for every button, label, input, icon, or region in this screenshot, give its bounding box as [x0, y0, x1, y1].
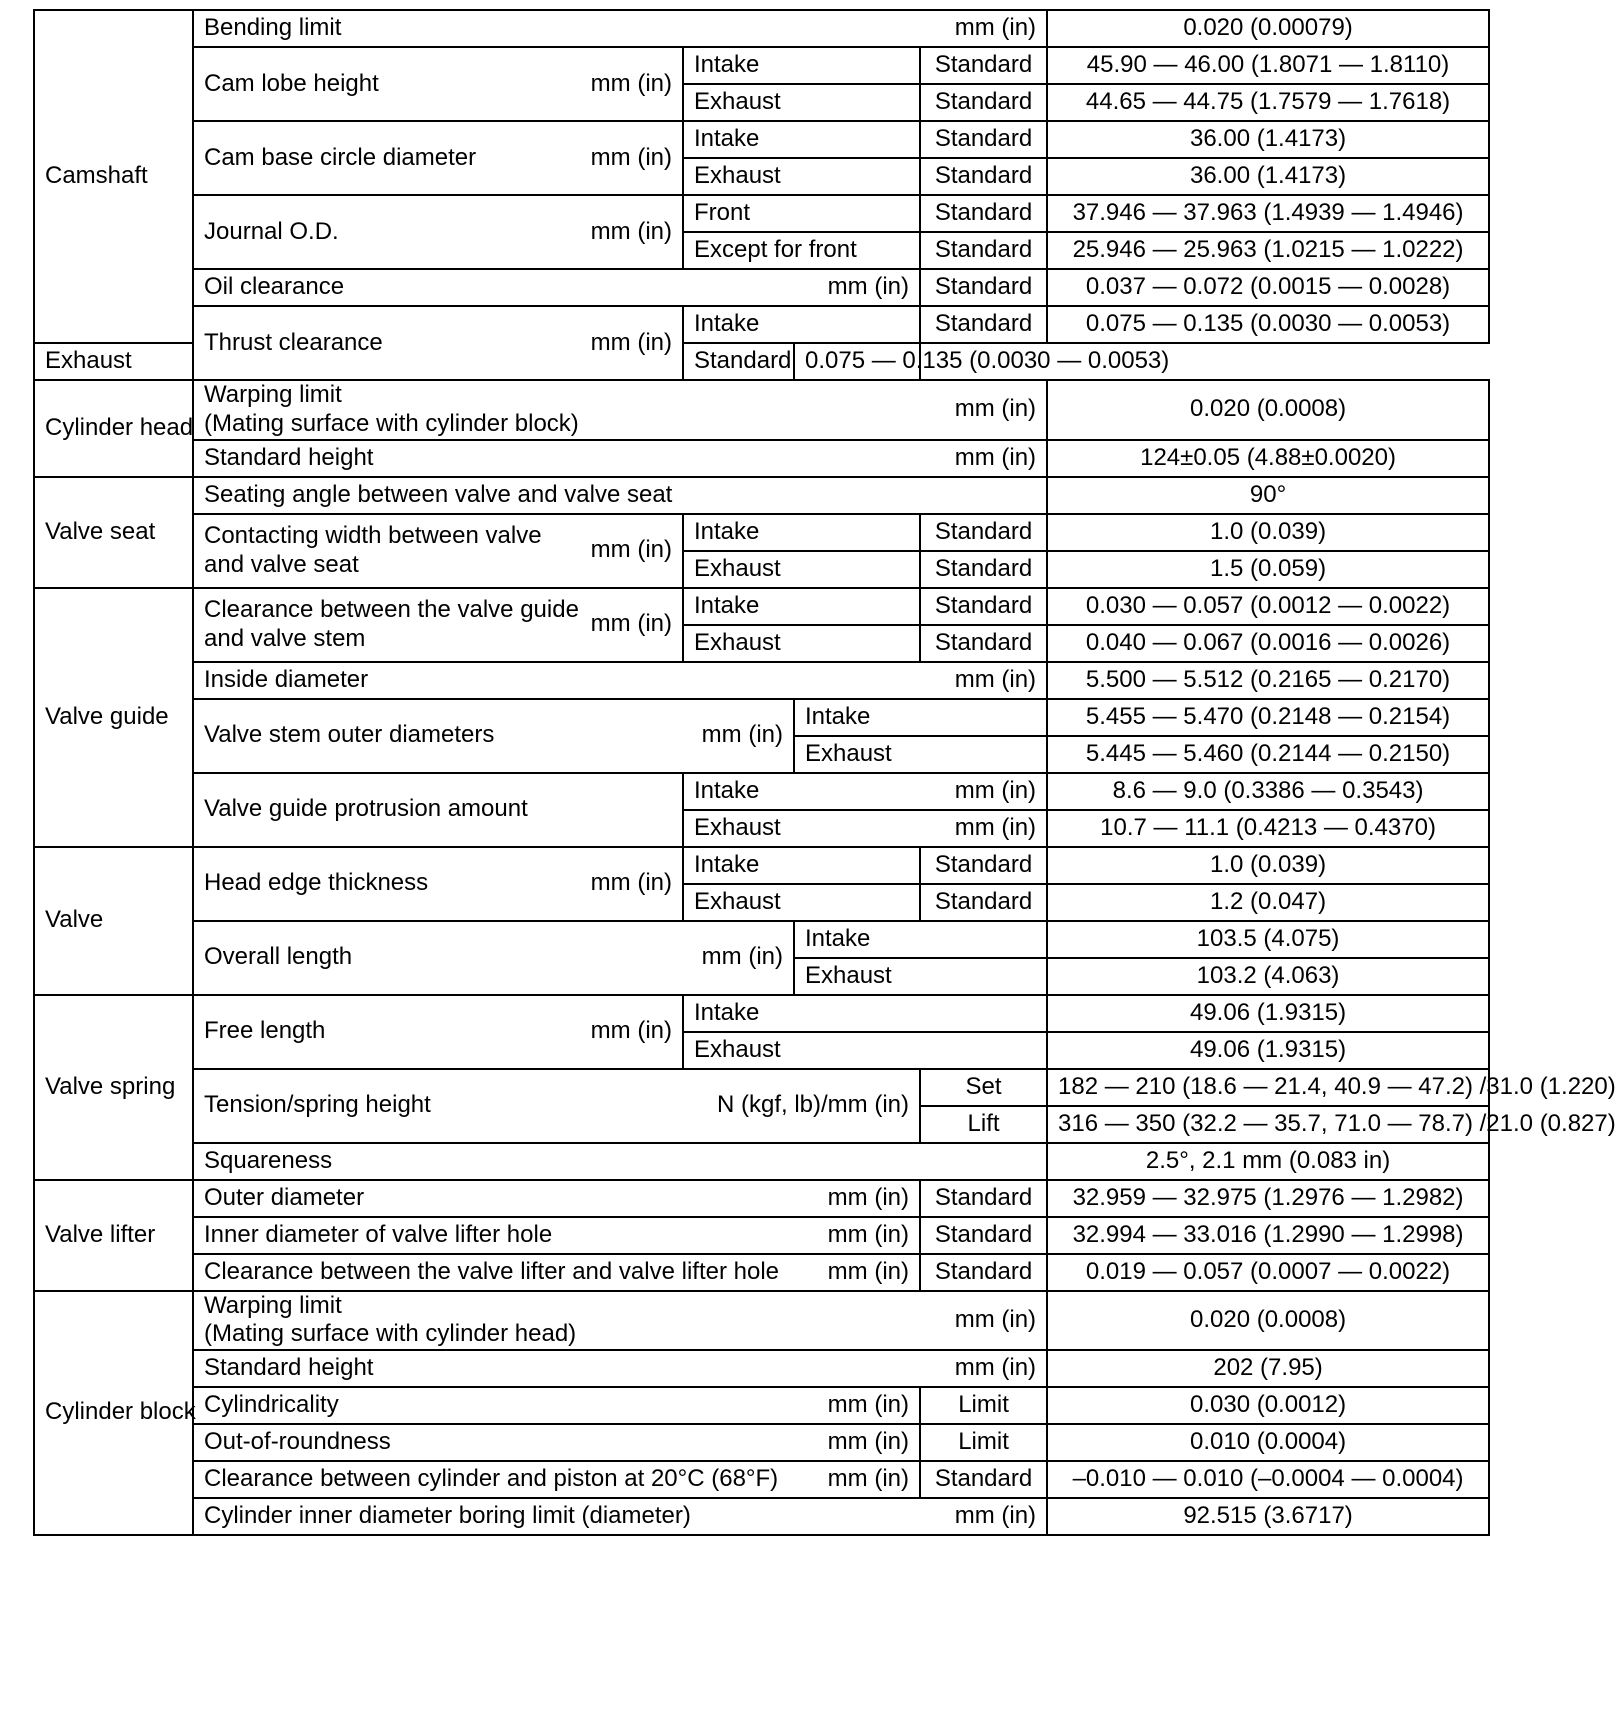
- cam-lobe-intake-value: 45.90 — 46.00 (1.8071 — 1.8110): [1047, 47, 1489, 84]
- standard-label: Standard: [920, 47, 1047, 84]
- limit-label: Limit: [920, 1424, 1047, 1461]
- cam-base-circle-label: Cam base circle diameter: [204, 143, 477, 171]
- unit-label: mm (in): [590, 610, 672, 638]
- squareness-value: 2.5°, 2.1 mm (0.083 in): [1047, 1143, 1489, 1180]
- category-valve-seat: Valve seat: [34, 477, 193, 588]
- guide-clearance-intake-value: 0.030 — 0.057 (0.0012 — 0.0022): [1047, 588, 1489, 625]
- exhaust-label: Exhaust: [683, 551, 920, 588]
- table-row: [34, 195, 1489, 232]
- cylindricality-value: 0.030 (0.0012): [1047, 1387, 1489, 1424]
- cam-base-intake-value: 36.00 (1.4173): [1047, 121, 1489, 158]
- spec-label-cell: [193, 1350, 1047, 1387]
- table-row: [34, 10, 1489, 47]
- table-row: [34, 588, 1489, 625]
- stem-od-label: Valve stem outer diameters: [204, 721, 495, 749]
- table-row: [34, 477, 1489, 514]
- oil-clearance-value: 0.037 — 0.072 (0.0015 — 0.0028): [1047, 269, 1489, 306]
- table-row: [34, 1387, 1489, 1424]
- spec-label-cell: [193, 588, 683, 662]
- table-row: [34, 1069, 1489, 1106]
- inside-diameter-value: 5.500 — 5.512 (0.2165 — 0.2170): [1047, 662, 1489, 699]
- unit-label: mm (in): [590, 143, 672, 171]
- head-edge-label: Head edge thickness: [204, 869, 429, 897]
- category-valve-spring: Valve spring: [34, 995, 193, 1180]
- spec-label-cell: [193, 1498, 1047, 1535]
- standard-label: Standard: [920, 269, 1047, 306]
- table-row: [34, 121, 1489, 158]
- block-standard-height-label: Standard height: [204, 1354, 374, 1382]
- seating-angle-value: 90°: [1047, 477, 1489, 514]
- unit-label: mm (in): [827, 273, 909, 301]
- except-front-label: Except for front: [683, 232, 920, 269]
- unit-label: mm (in): [590, 1017, 672, 1045]
- spec-label-cell: [193, 514, 683, 588]
- spec-label-cell: [193, 47, 683, 121]
- front-label: Front: [683, 195, 920, 232]
- guide-clearance-label: Clearance between the valve guide and valve stem: [204, 595, 579, 652]
- set-label: Set: [920, 1069, 1047, 1106]
- table-row: [34, 921, 1489, 958]
- stem-od-intake-value: 5.455 — 5.470 (0.2148 — 0.2154): [1047, 699, 1489, 736]
- unit-label: mm (in): [701, 721, 783, 749]
- exhaust-label: Exhaust: [683, 625, 920, 662]
- lifter-hole-label: Inner diameter of valve lifter hole: [204, 1220, 553, 1248]
- boring-limit-label: Cylinder inner diameter boring limit (diameter): [204, 1502, 691, 1530]
- tension-set-value: 182 — 210 (18.6 — 21.4, 40.9 — 47.2) /31.0 (1.220): [1047, 1069, 1489, 1106]
- head-edge-exhaust-value: 1.2 (0.047): [1047, 884, 1489, 921]
- unit-label: mm (in): [954, 776, 1037, 804]
- unit-label: mm (in): [827, 1257, 909, 1285]
- intake-label: Intake: [683, 588, 920, 625]
- contacting-width-label: Contacting width between valve and valve seat: [204, 521, 542, 578]
- spec-label-cell: [193, 269, 920, 306]
- unit-label: mm (in): [590, 869, 672, 897]
- tension-unit-label: N (kgf, lb)/mm (in): [717, 1091, 909, 1119]
- exhaust-label: Exhaust: [34, 343, 683, 380]
- bending-limit-label: Bending limit: [204, 14, 342, 42]
- category-camshaft: Camshaft: [34, 10, 193, 343]
- journal-except-value: 25.946 — 25.963 (1.0215 — 1.0222): [1047, 232, 1489, 269]
- standard-label: Standard: [920, 884, 1047, 921]
- table-row: [34, 380, 1489, 440]
- block-warping-label: Warping limit (Mating surface with cylinder head): [204, 1291, 577, 1348]
- unit-label: mm (in): [827, 1465, 909, 1493]
- unit-label: mm (in): [590, 536, 672, 564]
- spec-label-cell: [683, 810, 1047, 847]
- unit-label: mm (in): [954, 1305, 1037, 1333]
- unit-label: mm (in): [827, 1391, 909, 1419]
- table-row: [34, 699, 1489, 736]
- table-row: [34, 773, 1489, 810]
- contacting-exhaust-value: 1.5 (0.059): [1047, 551, 1489, 588]
- standard-label: Standard: [920, 514, 1047, 551]
- spec-label-cell: [193, 1180, 920, 1217]
- intake-label: Intake: [694, 776, 760, 804]
- category-valve-guide: Valve guide: [34, 588, 193, 847]
- block-standard-height-value: 202 (7.95): [1047, 1350, 1489, 1387]
- piston-clearance-value: –0.010 — 0.010 (–0.0004 — 0.0004): [1047, 1461, 1489, 1498]
- stem-od-exhaust-value: 5.445 — 5.460 (0.2144 — 0.2150): [1047, 736, 1489, 773]
- table-row: [34, 1291, 1489, 1351]
- spec-label-cell: [193, 10, 1047, 47]
- standard-label: Standard: [920, 847, 1047, 884]
- table-row: [34, 440, 1489, 477]
- lifter-clearance-value: 0.019 — 0.057 (0.0007 — 0.0022): [1047, 1254, 1489, 1291]
- spec-label-cell: [193, 1291, 1047, 1351]
- limit-label: Limit: [920, 1387, 1047, 1424]
- spec-label-cell: [193, 195, 683, 269]
- specification-table: [33, 9, 1616, 1536]
- spec-label-cell: [193, 921, 794, 995]
- intake-label: Intake: [683, 514, 920, 551]
- exhaust-label: Exhaust: [683, 1032, 1047, 1069]
- intake-label: Intake: [683, 306, 920, 343]
- intake-label: Intake: [794, 699, 1047, 736]
- spec-label-cell: [193, 699, 794, 773]
- spec-label-cell: [193, 1461, 920, 1498]
- overall-length-label: Overall length: [204, 943, 353, 971]
- table-row: [34, 1461, 1489, 1498]
- lifter-outer-label: Outer diameter: [204, 1183, 365, 1211]
- overall-length-exhaust-value: 103.2 (4.063): [1047, 958, 1489, 995]
- unit-label: mm (in): [701, 943, 783, 971]
- thrust-intake-value: 0.075 — 0.135 (0.0030 — 0.0053): [1047, 306, 1489, 343]
- spec-label-cell: [193, 1254, 920, 1291]
- standard-label: Standard: [920, 232, 1047, 269]
- intake-label: Intake: [683, 47, 920, 84]
- free-length-intake-value: 49.06 (1.9315): [1047, 995, 1489, 1032]
- spec-label-cell: [193, 1069, 920, 1143]
- spec-label-cell: [193, 995, 683, 1069]
- head-edge-intake-value: 1.0 (0.039): [1047, 847, 1489, 884]
- standard-label: Standard: [920, 84, 1047, 121]
- cam-lobe-exhaust-value: 44.65 — 44.75 (1.7579 — 1.7618): [1047, 84, 1489, 121]
- exhaust-label: Exhaust: [683, 884, 920, 921]
- standard-label: Standard: [920, 588, 1047, 625]
- out-of-roundness-value: 0.010 (0.0004): [1047, 1424, 1489, 1461]
- standard-label: Standard: [920, 1461, 1047, 1498]
- cam-lobe-height-label: Cam lobe height: [204, 69, 379, 97]
- thrust-exhaust-value: 0.075 — 0.135 (0.0030 — 0.0053): [794, 343, 920, 380]
- free-length-exhaust-value: 49.06 (1.9315): [1047, 1032, 1489, 1069]
- spec-label-cell: [193, 380, 1047, 440]
- thrust-clearance-label: Thrust clearance: [204, 328, 383, 356]
- contacting-intake-value: 1.0 (0.039): [1047, 514, 1489, 551]
- table-row: [34, 514, 1489, 551]
- unit-label: mm (in): [827, 1183, 909, 1211]
- block-warping-value: 0.020 (0.0008): [1047, 1291, 1489, 1351]
- standard-label: Standard: [920, 625, 1047, 662]
- unit-label: mm (in): [827, 1220, 909, 1248]
- table-row: [34, 995, 1489, 1032]
- spec-label-cell: [193, 1424, 920, 1461]
- table-row: [34, 47, 1489, 84]
- exhaust-label: Exhaust: [794, 736, 1047, 773]
- standard-label: Standard: [920, 195, 1047, 232]
- unit-label: mm (in): [590, 328, 672, 356]
- table-row: [34, 1424, 1489, 1461]
- spec-label-cell: [193, 847, 683, 921]
- protrusion-label: Valve guide protrusion amount: [193, 773, 683, 847]
- head-warping-value: 0.020 (0.0008): [1047, 380, 1489, 440]
- table-row: [34, 847, 1489, 884]
- unit-label: mm (in): [590, 69, 672, 97]
- standard-label: Standard: [683, 343, 794, 380]
- intake-label: Intake: [794, 921, 1047, 958]
- head-warping-label: Warping limit (Mating surface with cylinder block): [204, 381, 579, 437]
- head-standard-height-label: Standard height: [204, 443, 374, 471]
- unit-label: mm (in): [954, 395, 1037, 423]
- bending-limit-value: 0.020 (0.00079): [1047, 10, 1489, 47]
- unit-label: mm (in): [827, 1428, 909, 1456]
- exhaust-label: Exhaust: [794, 958, 1047, 995]
- table-row: [34, 662, 1489, 699]
- category-valve: Valve: [34, 847, 193, 995]
- standard-label: Standard: [920, 158, 1047, 195]
- standard-label: Standard: [920, 1180, 1047, 1217]
- unit-label: mm (in): [954, 813, 1037, 841]
- seating-angle-label: Seating angle between valve and valve seat: [193, 477, 1047, 514]
- lifter-hole-value: 32.994 — 33.016 (1.2990 — 1.2998): [1047, 1217, 1489, 1254]
- piston-clearance-label: Clearance between cylinder and piston at 20°C (68°F): [204, 1465, 779, 1493]
- protrusion-intake-value: 8.6 — 9.0 (0.3386 — 0.3543): [1047, 773, 1489, 810]
- out-of-roundness-label: Out-of-roundness: [204, 1428, 391, 1456]
- boring-limit-value: 92.515 (3.6717): [1047, 1498, 1489, 1535]
- unit-label: mm (in): [954, 1502, 1037, 1530]
- cylindricality-label: Cylindricality: [204, 1391, 339, 1419]
- standard-label: Standard: [920, 1217, 1047, 1254]
- lifter-outer-value: 32.959 — 32.975 (1.2976 — 1.2982): [1047, 1180, 1489, 1217]
- exhaust-label: Exhaust: [683, 158, 920, 195]
- unit-label: mm (in): [954, 665, 1037, 693]
- intake-label: Intake: [683, 847, 920, 884]
- exhaust-label: Exhaust: [683, 84, 920, 121]
- protrusion-exhaust-value: 10.7 — 11.1 (0.4213 — 0.4370): [1047, 810, 1489, 847]
- head-standard-height-value: 124±0.05 (4.88±0.0020): [1047, 440, 1489, 477]
- table-row: [34, 269, 1489, 306]
- table-row: [34, 1217, 1489, 1254]
- table-row: [34, 1498, 1489, 1535]
- category-cylinder-block: Cylinder block: [34, 1291, 193, 1536]
- overall-length-intake-value: 103.5 (4.075): [1047, 921, 1489, 958]
- cam-base-exhaust-value: 36.00 (1.4173): [1047, 158, 1489, 195]
- spec-label-cell: [683, 773, 1047, 810]
- intake-label: Intake: [683, 995, 1047, 1032]
- table-row: [34, 1350, 1489, 1387]
- free-length-label: Free length: [204, 1017, 326, 1045]
- standard-label: Standard: [920, 551, 1047, 588]
- table-row: [34, 1143, 1489, 1180]
- standard-label: Standard: [920, 306, 1047, 343]
- unit-label: mm (in): [954, 1354, 1037, 1382]
- unit-label: mm (in): [954, 443, 1037, 471]
- oil-clearance-label: Oil clearance: [204, 273, 345, 301]
- inside-diameter-label: Inside diameter: [204, 665, 369, 693]
- spec-label-cell: [193, 440, 1047, 477]
- tension-lift-value: 316 — 350 (32.2 — 35.7, 71.0 — 78.7) /21.0 (0.827): [1047, 1106, 1489, 1143]
- journal-od-label: Journal O.D.: [204, 217, 339, 245]
- lift-label: Lift: [920, 1106, 1047, 1143]
- category-valve-lifter: Valve lifter: [34, 1180, 193, 1291]
- category-cylinder-head: Cylinder head: [34, 380, 193, 477]
- spec-label-cell: [193, 1217, 920, 1254]
- table-row: [34, 306, 1489, 343]
- intake-label: Intake: [683, 121, 920, 158]
- standard-label: Standard: [920, 121, 1047, 158]
- unit-label: mm (in): [954, 14, 1037, 42]
- table-row: [34, 1180, 1489, 1217]
- spec-label-cell: [193, 662, 1047, 699]
- table-row: [34, 1254, 1489, 1291]
- lifter-clearance-label: Clearance between the valve lifter and valve lifter hole: [204, 1257, 779, 1285]
- exhaust-label: Exhaust: [694, 813, 781, 841]
- guide-clearance-exhaust-value: 0.040 — 0.067 (0.0016 — 0.0026): [1047, 625, 1489, 662]
- spec-label-cell: [193, 121, 683, 195]
- spec-label-cell: [193, 1387, 920, 1424]
- squareness-label: Squareness: [193, 1143, 1047, 1180]
- journal-front-value: 37.946 — 37.963 (1.4939 — 1.4946): [1047, 195, 1489, 232]
- tension-label: Tension/spring height: [204, 1091, 431, 1119]
- unit-label: mm (in): [590, 217, 672, 245]
- standard-label: Standard: [920, 1254, 1047, 1291]
